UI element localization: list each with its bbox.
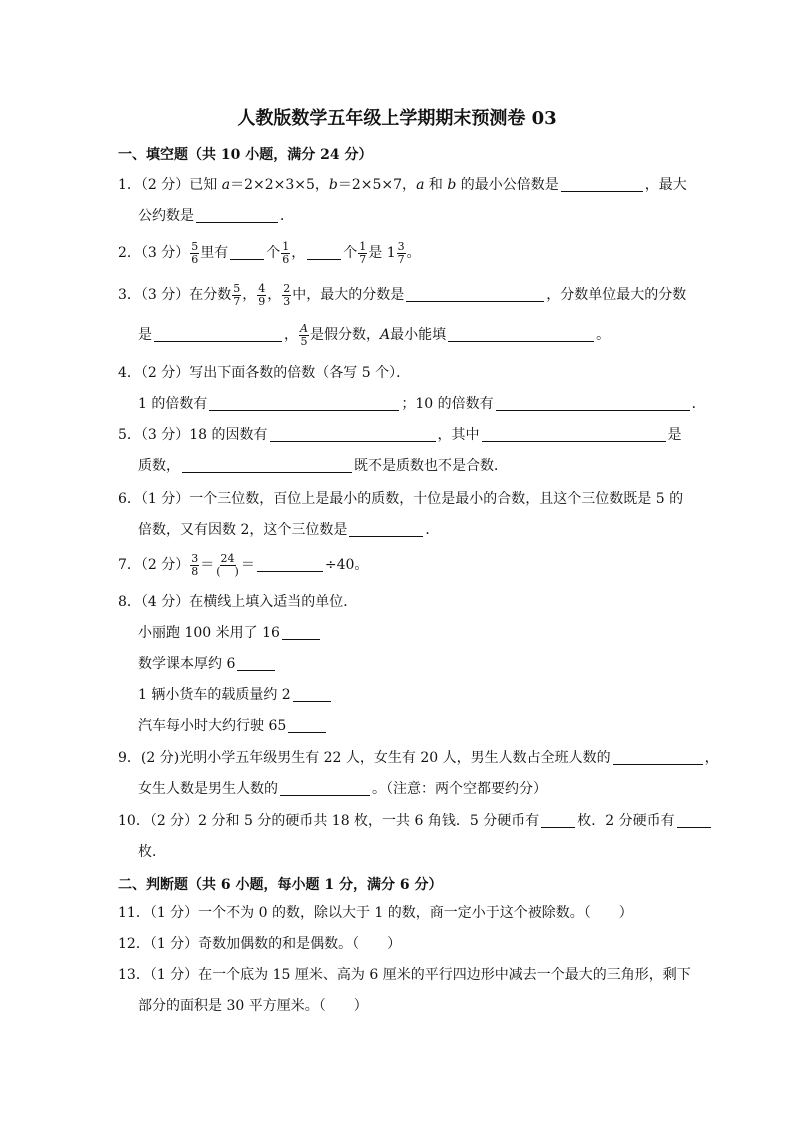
question-5-line-2: 质数， 既不是质数也不是合数． — [138, 458, 508, 474]
fraction: $\frac{A}{5}$ — [300, 321, 308, 348]
fraction: $\frac{5}{7}$ — [233, 281, 241, 308]
question-10-line-2: 枚． — [138, 844, 166, 860]
question-4-line-2: 1 的倍数有 ；10 的倍数有 ． — [138, 396, 706, 412]
fraction: $\frac{1}{6}$ — [282, 239, 290, 266]
question-10-line-1: 10．（2 分）2 分和 5 分的硬币共 18 枚，一共 6 角钱．5 分硬币有 枚．2 分硬币有 — [118, 808, 713, 834]
question-6-line-2: 倍数，又有因数 2，这个三位数是 ． — [138, 522, 440, 538]
section-fill-in-heading: 一、填空题（共 10 小题，满分 24 分） — [118, 147, 373, 163]
question-11: 11．（1 分）一个不为 0 的数，除以大于 1 的数，商一定小于这个被除数。（ ） — [118, 905, 633, 921]
question-13-line-2: 部分的面积是 30 平方厘米。（ ） — [138, 998, 368, 1014]
answer-blank[interactable] — [288, 716, 326, 733]
question-1-line-2: 公约数是 ． — [138, 208, 294, 224]
question-13-line-1: 13．（1 分）在一个底为 15 厘米、高为 6 厘米的平行四边形中减去一个最大的三角形，剩下 — [118, 967, 691, 983]
answer-blank[interactable] — [496, 394, 690, 411]
answer-blank[interactable] — [541, 811, 575, 828]
answer-blank[interactable] — [182, 456, 352, 473]
answer-blank[interactable] — [154, 325, 282, 342]
answer-blank[interactable] — [196, 206, 278, 223]
answer-blank[interactable] — [349, 520, 423, 537]
question-8-line-3: 数学课本厚约 6 — [138, 651, 277, 677]
answer-blank[interactable] — [406, 285, 544, 302]
answer-blank[interactable] — [307, 243, 341, 260]
answer-blank[interactable] — [270, 425, 436, 442]
fraction: $\frac{2}{3}$ — [283, 281, 291, 308]
question-3-line-2: 是 ， $\frac{A}{5}$ 是假分数，A最小能填 。 — [138, 321, 611, 348]
question-9-line-1: 9．(2 分)光明小学五年级男生有 22 人，女生有 20 人，男生人数占全班人数的 ， — [118, 750, 719, 766]
fraction: $\frac{1}{7}$ — [359, 239, 367, 266]
question-12: 12．（1 分）奇数加偶数的和是偶数。（ ） — [118, 936, 402, 952]
answer-blank[interactable] — [613, 748, 703, 765]
question-7: 7．（2 分） $\frac{3}{8}$ ＝ $\frac{24}{( )}$ ＝ ÷40。 — [118, 551, 369, 578]
section-true-false-heading: 二、判断题（共 6 小题，每小题 1 分，满分 6 分） — [118, 877, 443, 893]
question-6-line-1: 6．（1 分）一个三位数，百位上是最小的质数，十位是最小的合数，且这个三位数既是 5 的 — [118, 491, 684, 507]
question-9-line-2: 女生人数是男生人数的 。（注意：两个空都要约分） — [138, 781, 547, 797]
question-4-line-1: 4．（2 分）写出下面各数的倍数（各写 5 个）． — [118, 365, 411, 381]
question-8-line-1: 8．（4 分）在横线上填入适当的单位． — [118, 594, 358, 610]
question-8-line-2: 小丽跑 100 米用了 16 — [138, 620, 322, 646]
answer-blank[interactable] — [677, 811, 711, 828]
question-1-line-1: 1．（2 分）已知 a＝2×2×3×5，b＝2×5×7，a 和 b 的最小公倍数是 ，最大 — [118, 177, 687, 193]
answer-blank[interactable] — [237, 654, 275, 671]
answer-blank[interactable] — [448, 325, 594, 342]
question-8-line-4: 1 辆小货车的载质量约 2 — [138, 682, 333, 708]
page-title: 人教版数学五年级上学期期末预测卷 03 — [237, 108, 557, 129]
answer-blank[interactable] — [561, 175, 643, 192]
fraction: $\frac{24}{( )}$ — [216, 551, 239, 578]
answer-blank[interactable] — [282, 623, 320, 640]
fraction: $\frac{4}{9}$ — [258, 281, 266, 308]
answer-blank[interactable] — [257, 555, 323, 572]
answer-blank[interactable] — [293, 685, 331, 702]
question-2: 2．（3 分） $\frac{5}{6}$ 里有 个 $\frac{1}{6}$ ， 个 $\frac{1}{7}$ 是 1 $\frac{3}{7}$ 。 — [118, 239, 421, 266]
answer-blank[interactable] — [209, 394, 399, 411]
answer-blank[interactable] — [230, 243, 264, 260]
fraction: $\frac{5}{6}$ — [191, 239, 199, 266]
question-3-line-1: 3．（3 分）在分数 $\frac{5}{7}$ ， $\frac{4}{9}$ ， $\frac{2}{3}$ 中，最大的分数是 ，分数单位最大的分数 — [118, 281, 687, 308]
question-8-line-5: 汽车每小时大约行驶 65 — [138, 713, 328, 739]
question-5-line-1: 5．（3 分）18 的因数有 ，其中 是 — [118, 427, 682, 443]
answer-blank[interactable] — [482, 425, 666, 442]
fraction: $\frac{3}{7}$ — [397, 239, 405, 266]
fraction: $\frac{3}{8}$ — [191, 551, 199, 578]
answer-blank[interactable] — [280, 779, 370, 796]
